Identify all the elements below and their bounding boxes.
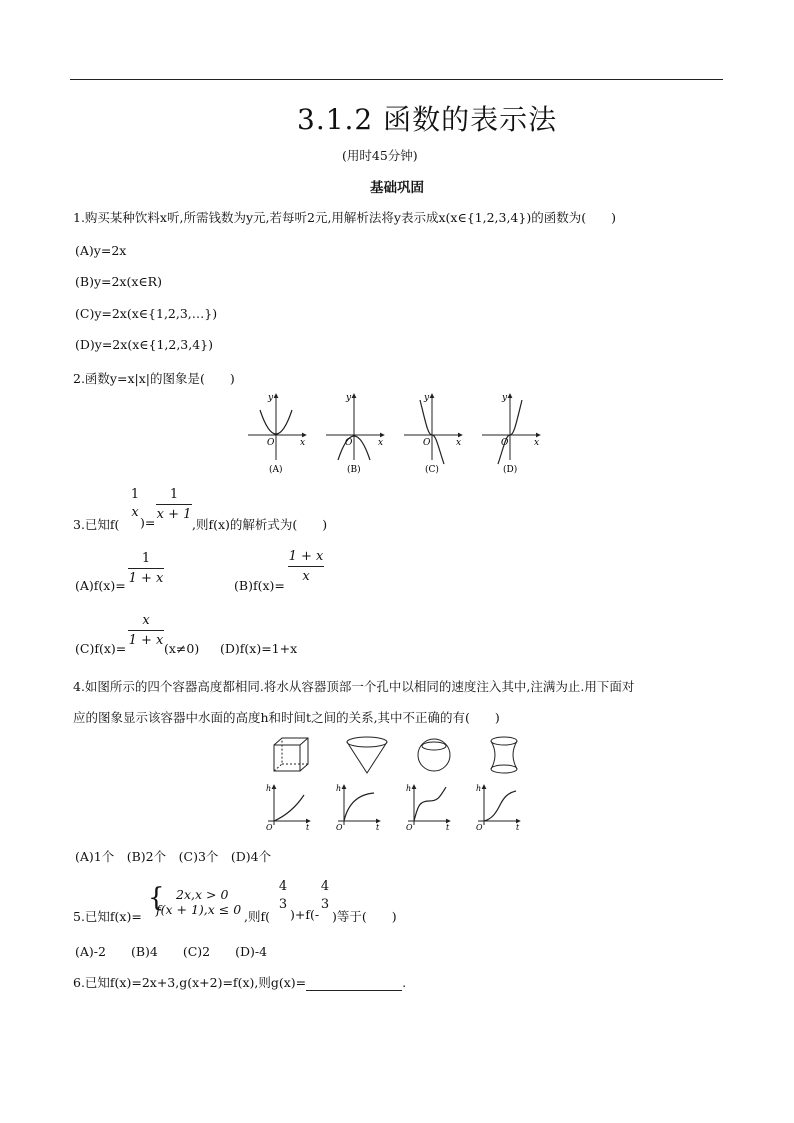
numerator: 1 + x [288,549,324,564]
q1-stem: 1.购买某种饮料x听,所需钱数为y元,若每听2元,用解析法将y表示成x(x∈{1,2,3,4})的函数为( ) [73,210,616,225]
q3-option-b-fraction [288,549,324,584]
t-label: t [306,823,310,832]
denominator: 1 + x [128,571,164,586]
h-label: h [406,784,412,793]
denominator: x [131,505,139,520]
time-note: (用时45分钟) [342,148,418,163]
h-label: h [336,784,342,793]
container-cube-icon [274,738,308,771]
q5-arg2-fraction [318,879,332,912]
y-label: y [268,393,274,403]
h-label: h [476,784,482,793]
q1-option-d: (D)y=2x(x∈{1,2,3,4}) [75,337,214,352]
q3-option-c-suffix: (x≠0) [164,641,200,656]
container-cone-icon [347,737,387,773]
q2-graph-d [482,393,540,475]
q3-option-a-fraction [128,551,164,586]
q4-options: (A)1个 (B)2个 (C)3个 (D)4个 [75,849,272,864]
q4-graph-3 [406,784,450,832]
graph-label: (A) [269,465,283,475]
page-title: 3.1.2 函数的表示法 [297,103,558,136]
denominator: 1 + x [128,633,164,648]
t-label: t [376,823,380,832]
graph-label: (C) [425,465,439,475]
origin-label: O [406,823,413,832]
y-label: y [424,393,430,403]
graph-label: (B) [347,465,361,475]
denominator: 3 [320,897,330,912]
q3-option-d: (D)f(x)=1+x [220,641,298,656]
q3-option-c-fraction [128,613,164,648]
denominator: x [302,569,310,584]
q2-graph-c [404,393,462,475]
q6-prefix: 6.已知f(x)=2x+3,g(x+2)=f(x),则g(x)= [73,975,307,990]
t-label: t [516,823,520,832]
q3-option-a-prefix: (A)f(x)= [75,578,126,593]
q3-mid: )= [140,515,156,530]
numerator: 4 [278,879,288,894]
numerator: 1 [141,551,151,566]
q5-options: (A)-2 (B)4 (C)2 (D)-4 [75,944,268,959]
t-label: t [446,823,450,832]
q6-answer-blank[interactable] [306,978,402,991]
q4-stem-line1: 4.如图所示的四个容器高度都相同.将水从容器顶部一个孔中以相同的速度注入其中,注满为止.用下面对 [73,679,635,694]
q5-arg1-fraction [276,879,290,912]
q3-prefix: 3.已知f( [73,517,120,532]
q5-mid: ,则f( [244,909,270,924]
q3-option-c-prefix: (C)f(x)= [75,641,127,656]
denominator: x + 1 [156,507,192,522]
q6-line [73,973,406,991]
y-label: y [346,393,352,403]
q3-option-b-prefix: (B)f(x)= [234,578,285,593]
numerator: 1 [130,487,140,502]
q4-graph-2 [336,784,380,832]
x-label: x [378,438,384,448]
origin-label: O [501,438,509,448]
q2-graph-a [248,393,306,475]
origin-label: O [423,438,431,448]
x-label: x [300,438,306,448]
origin-label: O [345,438,353,448]
origin-label: O [267,438,275,448]
q5-piece-2: f(x + 1),x ≤ 0 [156,902,242,917]
numerator: 4 [320,879,330,894]
section-heading: 基础巩固 [370,180,424,196]
origin-label: O [266,823,273,832]
q5-suffix: )等于( ) [332,909,397,924]
q5-plus: )+f(- [290,907,320,922]
denominator: 3 [278,897,288,912]
q3-rhs-fraction [156,487,192,522]
x-label: x [456,438,462,448]
q2-graph-b [326,393,384,475]
header-rule [70,79,723,80]
q1-option-a: (A)y=2x [75,243,127,258]
q5-brace: { [148,883,165,913]
q2-stem: 2.函数y=x|x|的图象是( ) [73,371,235,386]
container-vase-icon [491,737,517,773]
q1-option-b: (B)y=2x(x∈R) [75,274,162,289]
y-label: y [502,393,508,403]
numerator: x [142,613,150,628]
origin-label: O [336,823,343,832]
q4-graph-1 [266,784,310,832]
q4-stem-line2: 应的图象显示该容器中水面的高度h和时间t之间的关系,其中不正确的有( ) [73,710,500,725]
q3-suffix: ,则f(x)的解析式为( ) [192,517,328,532]
graph-label: (D) [503,465,518,475]
q5-piece-1: 2x,x > 0 [176,887,229,902]
q2-graphs [240,390,560,480]
q6-suffix: . [402,975,407,990]
q4-graph-4 [476,784,520,832]
q4-figures [262,733,542,833]
x-label: x [534,438,540,448]
numerator: 1 [169,487,179,502]
container-sphere-icon [418,739,450,771]
origin-label: O [476,823,483,832]
q1-option-c: (C)y=2x(x∈{1,2,3,…}) [75,306,218,321]
q5-prefix: 5.已知f(x)= [73,909,142,924]
h-label: h [266,784,272,793]
curve [274,795,304,821]
